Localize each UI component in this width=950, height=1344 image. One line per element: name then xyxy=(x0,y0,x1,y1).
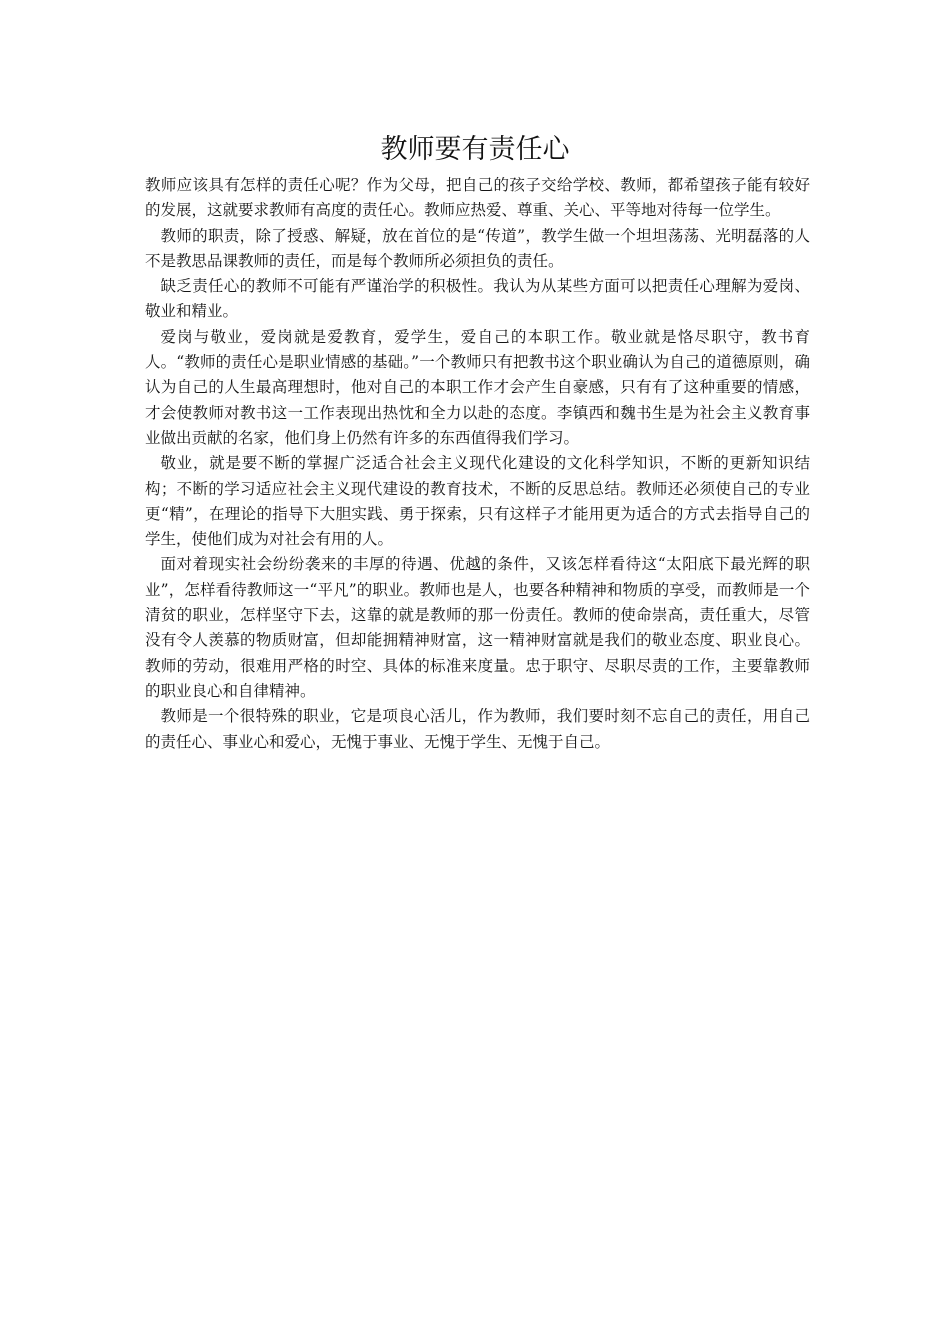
paragraph-5: 敬业，就是要不断的掌握广泛适合社会主义现代化建设的文化科学知识，不断的更新知识结构；不断的学习适应社会主义现代建设的教育技术，不断的反思总结。教师还必须使自己的专业更“精”，在理论的指导下大胆实践、勇于探索，只有这样子才能用更为适合的方式去指导自己的学生，使他们成为对社会有用的人。 xyxy=(145,454,810,549)
paragraph-1: 教师应该具有怎样的责任心呢？作为父母，把自己的孩子交给学校、教师，都希望孩子能有较好的发展，这就要求教师有高度的责任心。教师应热爱、尊重、关心、平等地对待每一位学生。 xyxy=(145,176,810,220)
paragraph-4: 爱岗与敬业，爱岗就是爱教育，爱学生，爱自己的本职工作。敬业就是恪尽职守，教书育人。“教师的责任心是职业情感的基础。”一个教师只有把教书这个职业确认为自己的道德原则，确认为自己的人生最高理想时，他对自己的本职工作才会产生自豪感，只有有了这种重要的情感，才会使教师对教书这一工作表现出热忱和全力以赴的态度。李镇西和魏书生是为社会主义教育事业做出贡献的名家，他们身上仍然有许多的东西值得我们学习。 xyxy=(145,327,810,447)
paragraph-6: 面对着现实社会纷纷袭来的丰厚的待遇、优越的条件，又该怎样看待这“太阳底下最光辉的职业”，怎样看待教师这一“平凡”的职业。教师也是人，也要各种精神和物质的享受，而教师是一个清贫的职业，怎样坚守下去，这靠的就是教师的那一份责任。教师的使命崇高，责任重大，尽管没有令人羡慕的物质财富，但却能拥精神财富，这一精神财富就是我们的敬业态度、职业良心。教师的劳动，很难用严格的时空、具体的标准来度量。忠于职守、尽职尽责的工作，主要靠教师的职业良心和自律精神。 xyxy=(145,555,810,700)
paragraph-3: 缺乏责任心的教师不可能有严谨治学的积极性。我认为从某些方面可以把责任心理解为爱岗、敬业和精业。 xyxy=(145,277,810,321)
paragraph-7: 教师是一个很特殊的职业，它是项良心活儿，作为教师，我们要时刻不忘自己的责任，用自己的责任心、事业心和爱心，无愧于事业、无愧于学生、无愧于自己。 xyxy=(145,707,810,751)
document-body xyxy=(145,173,810,755)
paragraph-2: 教师的职责，除了授惑、解疑，放在首位的是“传道”，教学生做一个坦坦荡荡、光明磊落的人不是教思品课教师的责任，而是每个教师所必须担负的责任。 xyxy=(145,226,810,270)
document-title: 教师要有责任心 xyxy=(380,134,570,165)
